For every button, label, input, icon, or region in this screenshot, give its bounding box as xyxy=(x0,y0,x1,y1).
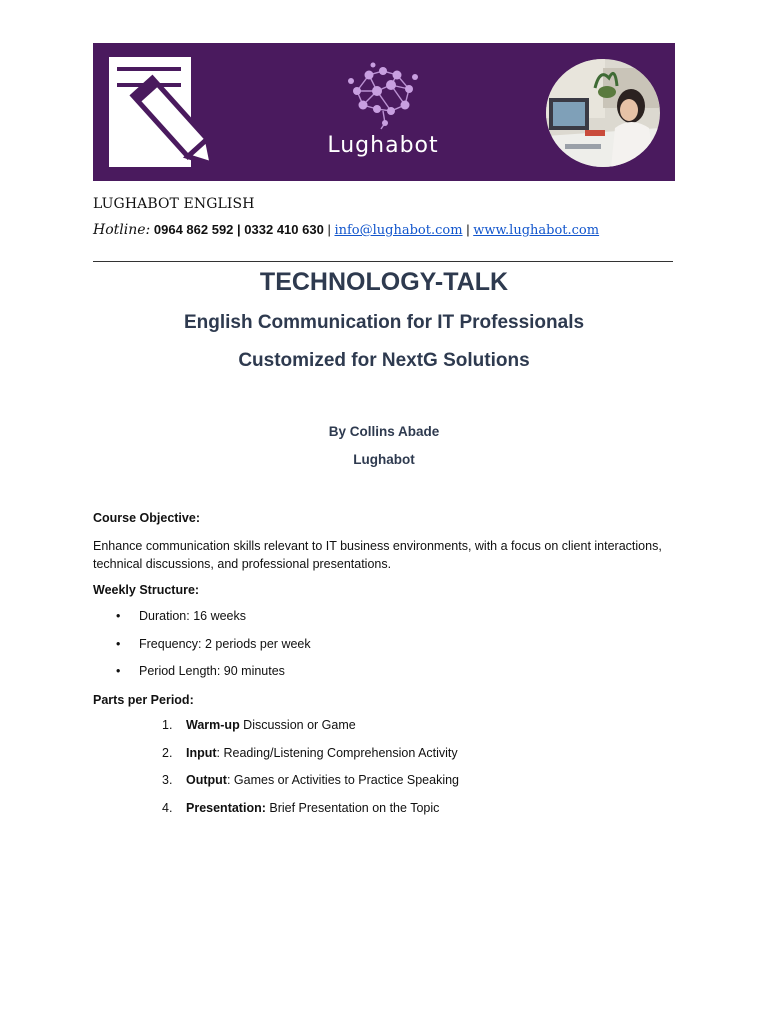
notepad-pencil-icon xyxy=(107,55,225,171)
part-label: Presentation: xyxy=(186,800,266,815)
hotline-label: Hotline: xyxy=(93,222,151,238)
part-text: Discussion or Game xyxy=(239,718,356,732)
list-number: 3. xyxy=(162,773,173,787)
header-banner xyxy=(93,43,675,181)
list-item-text: Frequency: 2 periods per week xyxy=(139,636,311,651)
phone-1: 0964 862 592 xyxy=(153,222,234,237)
company-name: LUGHABOT ENGLISH xyxy=(93,196,255,212)
separator: | xyxy=(466,222,470,237)
student-laptop-photo xyxy=(545,58,661,168)
brain-network-icon xyxy=(337,61,429,131)
part-text: : Reading/Listening Comprehension Activity xyxy=(216,745,458,760)
list-item xyxy=(160,716,459,744)
list-item xyxy=(114,662,311,690)
part-label: Input xyxy=(186,745,217,760)
contact-line xyxy=(93,222,599,238)
list-item xyxy=(160,799,459,827)
list-item xyxy=(114,607,311,635)
author: By Collins Abade xyxy=(328,424,440,439)
list-number: 4. xyxy=(162,800,173,815)
list-item xyxy=(160,744,459,772)
list-item xyxy=(114,635,311,663)
divider xyxy=(93,261,673,262)
phone-2: 0332 410 630 xyxy=(244,222,324,237)
document-title: TECHNOLOGY-TALK xyxy=(259,268,509,296)
list-item-text: Duration: 16 weeks xyxy=(139,609,247,623)
list-item-text: Period Length: 90 minutes xyxy=(139,664,285,678)
part-text: : Games or Activities to Practice Speaking xyxy=(226,773,460,787)
bullet-icon: • xyxy=(116,636,121,651)
weekly-heading: Weekly Structure: xyxy=(93,583,200,597)
objective-heading: Course Objective: xyxy=(93,511,200,525)
subtitle-1: English Communication for IT Professionals xyxy=(183,312,585,333)
brand-name: Lughabot xyxy=(327,133,439,158)
parts-heading: Parts per Period: xyxy=(93,693,194,707)
bullet-icon: • xyxy=(116,609,121,623)
organization: Lughabot xyxy=(353,452,415,467)
part-label: Output xyxy=(186,773,227,787)
weekly-list xyxy=(114,607,311,690)
list-number: 1. xyxy=(162,718,173,732)
separator: | xyxy=(237,222,241,237)
list-item xyxy=(160,771,459,799)
parts-list xyxy=(160,716,459,826)
subtitle-2: Customized for NextG Solutions xyxy=(238,350,530,371)
objective-text: Enhance communication skills relevant to IT business environments, with a focus on client interactions, technical discussions, and professional presentations. xyxy=(93,539,662,571)
part-label: Warm-up xyxy=(186,718,240,732)
email-link[interactable]: info@lughabot.com xyxy=(334,223,463,238)
bullet-icon: • xyxy=(116,664,121,678)
part-text: Brief Presentation on the Topic xyxy=(265,800,440,815)
separator: | xyxy=(327,222,331,237)
website-link[interactable]: www.lughabot.com xyxy=(473,223,600,238)
list-number: 2. xyxy=(162,745,173,760)
